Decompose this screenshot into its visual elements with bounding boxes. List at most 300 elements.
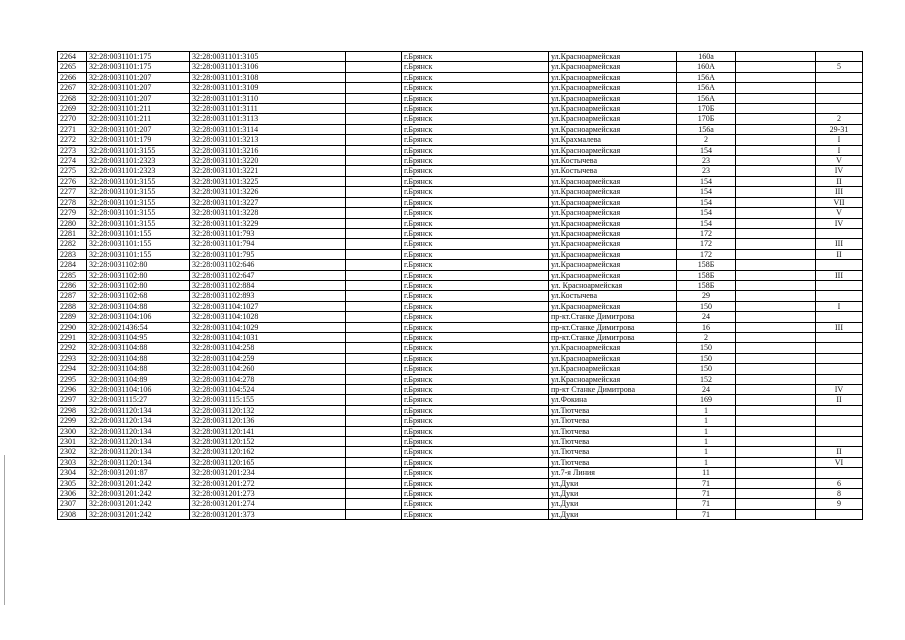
empty-column-2-cell bbox=[736, 405, 816, 415]
street-cell: ул.Красноармейская bbox=[549, 218, 677, 228]
table-row bbox=[58, 166, 863, 176]
empty-column-cell bbox=[346, 291, 402, 301]
apartment-number-cell bbox=[816, 260, 863, 270]
table-row bbox=[58, 468, 863, 478]
apartment-number-cell bbox=[816, 83, 863, 93]
parent-cadastral-number-cell: 32:28:0031101:207 bbox=[87, 83, 190, 93]
empty-column-2-cell bbox=[736, 322, 816, 332]
table-row bbox=[58, 104, 863, 114]
parent-cadastral-number-cell: 32:28:0031101:175 bbox=[87, 52, 190, 62]
table-row bbox=[58, 270, 863, 280]
parent-cadastral-number-cell: 32:28:0031201:242 bbox=[87, 509, 190, 519]
empty-column-cell bbox=[346, 197, 402, 207]
city-cell: г.Брянск bbox=[402, 260, 549, 270]
street-cell: ул.Тютчева bbox=[549, 457, 677, 467]
cadastral-number-cell: 32:28:0031101:3108 bbox=[190, 72, 346, 82]
row-number-cell: 2307 bbox=[58, 499, 87, 509]
house-number-cell: 71 bbox=[677, 489, 736, 499]
apartment-number-cell bbox=[816, 332, 863, 342]
empty-column-2-cell bbox=[736, 385, 816, 395]
house-number-cell: 170Б bbox=[677, 114, 736, 124]
parent-cadastral-number-cell: 32:28:0031101:3155 bbox=[87, 176, 190, 186]
parent-cadastral-number-cell: 32:28:0031101:155 bbox=[87, 239, 190, 249]
street-cell: ул.Красноармейская bbox=[549, 52, 677, 62]
house-number-cell: 154 bbox=[677, 197, 736, 207]
empty-column-cell bbox=[346, 489, 402, 499]
empty-column-cell bbox=[346, 208, 402, 218]
parent-cadastral-number-cell: 32:28:0031101:3155 bbox=[87, 197, 190, 207]
empty-column-2-cell bbox=[736, 353, 816, 363]
row-number-cell: 2271 bbox=[58, 124, 87, 134]
street-cell: ул.Красноармейская bbox=[549, 104, 677, 114]
empty-column-2-cell bbox=[736, 124, 816, 134]
city-cell: г.Брянск bbox=[402, 228, 549, 238]
empty-column-2-cell bbox=[736, 270, 816, 280]
house-number-cell: 150 bbox=[677, 343, 736, 353]
empty-column-2-cell bbox=[736, 312, 816, 322]
street-cell: ул.Фокина bbox=[549, 395, 677, 405]
table-row bbox=[58, 260, 863, 270]
city-cell: г.Брянск bbox=[402, 249, 549, 259]
street-cell: ул.Красноармейская bbox=[549, 72, 677, 82]
empty-column-cell bbox=[346, 135, 402, 145]
apartment-number-cell: I bbox=[816, 301, 863, 311]
city-cell: г.Брянск bbox=[402, 489, 549, 499]
table-row bbox=[58, 249, 863, 259]
table-body bbox=[58, 52, 863, 520]
empty-column-cell bbox=[346, 385, 402, 395]
cadastral-number-cell: 32:28:0031104:260 bbox=[190, 364, 346, 374]
table-row bbox=[58, 145, 863, 155]
apartment-number-cell bbox=[816, 228, 863, 238]
city-cell: г.Брянск bbox=[402, 322, 549, 332]
street-cell: ул.Красноармейская bbox=[549, 228, 677, 238]
street-cell: ул.Красноармейская bbox=[549, 374, 677, 384]
row-number-cell: 2289 bbox=[58, 312, 87, 322]
apartment-number-cell: II bbox=[816, 176, 863, 186]
house-number-cell: 170Б bbox=[677, 104, 736, 114]
cadastral-number-cell: 32:28:0031101:3225 bbox=[190, 176, 346, 186]
cadastral-number-cell: 32:28:0031201:234 bbox=[190, 468, 346, 478]
document-sheet bbox=[57, 51, 863, 520]
row-number-cell: 2266 bbox=[58, 72, 87, 82]
street-cell: ул.Тютчева bbox=[549, 426, 677, 436]
table-row bbox=[58, 83, 863, 93]
apartment-number-cell: 2 bbox=[816, 114, 863, 124]
house-number-cell: 24 bbox=[677, 385, 736, 395]
empty-column-2-cell bbox=[736, 176, 816, 186]
street-cell: ул.Красноармейская bbox=[549, 249, 677, 259]
cadastral-number-cell: 32:28:0031102:647 bbox=[190, 270, 346, 280]
parent-cadastral-number-cell: 32:28:0031104:106 bbox=[87, 385, 190, 395]
table-row bbox=[58, 364, 863, 374]
parent-cadastral-number-cell: 32:28:0031101:207 bbox=[87, 72, 190, 82]
street-cell: ул.Тютчева bbox=[549, 447, 677, 457]
city-cell: г.Брянск bbox=[402, 156, 549, 166]
empty-column-cell bbox=[346, 468, 402, 478]
table-row bbox=[58, 499, 863, 509]
city-cell: г.Брянск bbox=[402, 72, 549, 82]
empty-column-cell bbox=[346, 343, 402, 353]
city-cell: г.Брянск bbox=[402, 114, 549, 124]
parent-cadastral-number-cell: 32:28:0031102:80 bbox=[87, 260, 190, 270]
cadastral-number-cell: 32:28:0031115:155 bbox=[190, 395, 346, 405]
city-cell: г.Брянск bbox=[402, 176, 549, 186]
house-number-cell: 150 bbox=[677, 353, 736, 363]
row-number-cell: 2276 bbox=[58, 176, 87, 186]
house-number-cell: 154 bbox=[677, 176, 736, 186]
cadastral-number-cell: 32:28:0031120:136 bbox=[190, 416, 346, 426]
empty-column-2-cell bbox=[736, 509, 816, 519]
table-row bbox=[58, 509, 863, 519]
empty-column-2-cell bbox=[736, 83, 816, 93]
cadastral-number-cell: 32:28:0031201:373 bbox=[190, 509, 346, 519]
empty-column-2-cell bbox=[736, 156, 816, 166]
table-row bbox=[58, 405, 863, 415]
table-row bbox=[58, 52, 863, 62]
empty-column-cell bbox=[346, 124, 402, 134]
house-number-cell: 154 bbox=[677, 218, 736, 228]
empty-column-2-cell bbox=[736, 52, 816, 62]
house-number-cell: 2 bbox=[677, 332, 736, 342]
house-number-cell: 1 bbox=[677, 437, 736, 447]
parent-cadastral-number-cell: 32:28:0031102:80 bbox=[87, 270, 190, 280]
city-cell: г.Брянск bbox=[402, 270, 549, 280]
empty-column-cell bbox=[346, 72, 402, 82]
house-number-cell: 160А bbox=[677, 62, 736, 72]
street-cell: ул.Красноармейская bbox=[549, 343, 677, 353]
apartment-number-cell: II bbox=[816, 395, 863, 405]
empty-column-cell bbox=[346, 156, 402, 166]
apartment-number-cell: 8 bbox=[816, 489, 863, 499]
table-row bbox=[58, 301, 863, 311]
apartment-number-cell bbox=[816, 374, 863, 384]
house-number-cell: 150 bbox=[677, 301, 736, 311]
cadastral-number-cell: 32:28:0031201:272 bbox=[190, 478, 346, 488]
empty-column-2-cell bbox=[736, 62, 816, 72]
table-row bbox=[58, 332, 863, 342]
empty-column-cell bbox=[346, 270, 402, 280]
house-number-cell: 2 bbox=[677, 135, 736, 145]
cadastral-number-cell: 32:28:0031104:1027 bbox=[190, 301, 346, 311]
parent-cadastral-number-cell: 32:28:0031104:88 bbox=[87, 301, 190, 311]
city-cell: г.Брянск bbox=[402, 52, 549, 62]
row-number-cell: 2297 bbox=[58, 395, 87, 405]
apartment-number-cell: IV bbox=[816, 385, 863, 395]
cadastral-number-cell: 32:28:0031101:3226 bbox=[190, 187, 346, 197]
parent-cadastral-number-cell: 32:28:0031101:2323 bbox=[87, 166, 190, 176]
parent-cadastral-number-cell: 32:28:0031101:3155 bbox=[87, 187, 190, 197]
row-number-cell: 2282 bbox=[58, 239, 87, 249]
parent-cadastral-number-cell: 32:28:0031101:207 bbox=[87, 124, 190, 134]
house-number-cell: 156а bbox=[677, 124, 736, 134]
house-number-cell: 71 bbox=[677, 509, 736, 519]
parent-cadastral-number-cell: 32:28:0031104:106 bbox=[87, 312, 190, 322]
parent-cadastral-number-cell: 32:28:0031102:68 bbox=[87, 291, 190, 301]
cadastral-number-cell: 32:28:0031101:3216 bbox=[190, 145, 346, 155]
parent-cadastral-number-cell: 32:28:0031104:88 bbox=[87, 364, 190, 374]
street-cell: ул.Красноармейская bbox=[549, 124, 677, 134]
house-number-cell: 156А bbox=[677, 72, 736, 82]
house-number-cell: 1 bbox=[677, 416, 736, 426]
row-number-cell: 2302 bbox=[58, 447, 87, 457]
street-cell: ул.Красноармейская bbox=[549, 176, 677, 186]
street-cell: ул.Красноармейская bbox=[549, 197, 677, 207]
apartment-number-cell: I bbox=[816, 145, 863, 155]
row-number-cell: 2303 bbox=[58, 457, 87, 467]
empty-column-2-cell bbox=[736, 301, 816, 311]
row-number-cell: 2292 bbox=[58, 343, 87, 353]
city-cell: г.Брянск bbox=[402, 332, 549, 342]
row-number-cell: 2299 bbox=[58, 416, 87, 426]
cadastral-number-cell: 32:28:0031101:793 bbox=[190, 228, 346, 238]
street-cell: ул.Тютчева bbox=[549, 405, 677, 415]
cadastral-number-cell: 32:28:0031101:3106 bbox=[190, 62, 346, 72]
city-cell: г.Брянск bbox=[402, 197, 549, 207]
parent-cadastral-number-cell: 32:28:0031101:175 bbox=[87, 62, 190, 72]
city-cell: г.Брянск bbox=[402, 364, 549, 374]
street-cell: ул.Крахмалева bbox=[549, 135, 677, 145]
apartment-number-cell: III bbox=[816, 187, 863, 197]
row-number-cell: 2293 bbox=[58, 353, 87, 363]
parent-cadastral-number-cell: 32:28:0031201:242 bbox=[87, 478, 190, 488]
empty-column-2-cell bbox=[736, 343, 816, 353]
cadastral-number-cell: 32:28:0031101:3227 bbox=[190, 197, 346, 207]
table-row bbox=[58, 156, 863, 166]
cadastral-number-cell: 32:28:0031101:3114 bbox=[190, 124, 346, 134]
cadastral-number-cell: 32:28:0031104:258 bbox=[190, 343, 346, 353]
table-row bbox=[58, 374, 863, 384]
house-number-cell: 1 bbox=[677, 405, 736, 415]
apartment-number-cell: III bbox=[816, 322, 863, 332]
cadastral-number-cell: 32:28:0031101:3220 bbox=[190, 156, 346, 166]
row-number-cell: 2277 bbox=[58, 187, 87, 197]
apartment-number-cell bbox=[816, 104, 863, 114]
street-cell: ул.7-я Линия bbox=[549, 468, 677, 478]
parent-cadastral-number-cell: 32:28:0031115:27 bbox=[87, 395, 190, 405]
table-row bbox=[58, 416, 863, 426]
apartment-number-cell bbox=[816, 312, 863, 322]
house-number-cell: 156А bbox=[677, 93, 736, 103]
empty-column-2-cell bbox=[736, 291, 816, 301]
table-row bbox=[58, 218, 863, 228]
parent-cadastral-number-cell: 32:28:0031101:155 bbox=[87, 249, 190, 259]
empty-column-2-cell bbox=[736, 478, 816, 488]
house-number-cell: 71 bbox=[677, 478, 736, 488]
city-cell: г.Брянск bbox=[402, 239, 549, 249]
house-number-cell: 169 bbox=[677, 395, 736, 405]
empty-column-2-cell bbox=[736, 72, 816, 82]
cadastral-number-cell: 32:28:0031101:3229 bbox=[190, 218, 346, 228]
cadastral-number-cell: 32:28:0031120:132 bbox=[190, 405, 346, 415]
empty-column-2-cell bbox=[736, 332, 816, 342]
city-cell: г.Брянск bbox=[402, 395, 549, 405]
city-cell: г.Брянск bbox=[402, 374, 549, 384]
empty-column-cell bbox=[346, 395, 402, 405]
house-number-cell: 152 bbox=[677, 374, 736, 384]
apartment-number-cell: 29-31 bbox=[816, 124, 863, 134]
street-cell: ул.Дуки bbox=[549, 478, 677, 488]
apartment-number-cell bbox=[816, 72, 863, 82]
row-number-cell: 2280 bbox=[58, 218, 87, 228]
row-number-cell: 2287 bbox=[58, 291, 87, 301]
table-row bbox=[58, 187, 863, 197]
empty-column-cell bbox=[346, 280, 402, 290]
empty-column-cell bbox=[346, 166, 402, 176]
parent-cadastral-number-cell: 32:28:0031120:134 bbox=[87, 447, 190, 457]
parent-cadastral-number-cell: 32:28:0031120:134 bbox=[87, 405, 190, 415]
street-cell: ул.Красноармейская bbox=[549, 62, 677, 72]
empty-column-2-cell bbox=[736, 208, 816, 218]
empty-column-cell bbox=[346, 83, 402, 93]
table-row bbox=[58, 478, 863, 488]
empty-column-2-cell bbox=[736, 93, 816, 103]
city-cell: г.Брянск bbox=[402, 499, 549, 509]
parent-cadastral-number-cell: 32:28:0031101:3155 bbox=[87, 218, 190, 228]
row-number-cell: 2267 bbox=[58, 83, 87, 93]
city-cell: г.Брянск bbox=[402, 405, 549, 415]
city-cell: г.Брянск bbox=[402, 457, 549, 467]
table-row bbox=[58, 124, 863, 134]
cadastral-number-cell: 32:28:0031201:273 bbox=[190, 489, 346, 499]
cadastral-number-cell: 32:28:0031120:162 bbox=[190, 447, 346, 457]
apartment-number-cell bbox=[816, 343, 863, 353]
street-cell: ул.Костычева bbox=[549, 156, 677, 166]
city-cell: г.Брянск bbox=[402, 104, 549, 114]
city-cell: г.Брянск bbox=[402, 447, 549, 457]
empty-column-cell bbox=[346, 301, 402, 311]
parent-cadastral-number-cell: 32:28:0031104:88 bbox=[87, 353, 190, 363]
row-number-cell: 2306 bbox=[58, 489, 87, 499]
row-number-cell: 2265 bbox=[58, 62, 87, 72]
empty-column-cell bbox=[346, 176, 402, 186]
row-number-cell: 2264 bbox=[58, 52, 87, 62]
parent-cadastral-number-cell: 32:28:0031120:134 bbox=[87, 426, 190, 436]
cadastral-number-cell: 32:28:0031101:795 bbox=[190, 249, 346, 259]
apartment-number-cell bbox=[816, 416, 863, 426]
cadastral-number-cell: 32:28:0031102:884 bbox=[190, 280, 346, 290]
apartment-number-cell bbox=[816, 93, 863, 103]
cadastral-number-cell: 32:28:0031101:3110 bbox=[190, 93, 346, 103]
street-cell: ул.Тютчева bbox=[549, 416, 677, 426]
table-row bbox=[58, 322, 863, 332]
street-cell: пр-кт Станке Димитрова bbox=[549, 385, 677, 395]
apartment-number-cell: II bbox=[816, 447, 863, 457]
city-cell: г.Брянск bbox=[402, 291, 549, 301]
table-row bbox=[58, 385, 863, 395]
empty-column-cell bbox=[346, 364, 402, 374]
apartment-number-cell: V bbox=[816, 208, 863, 218]
table-row bbox=[58, 426, 863, 436]
house-number-cell: 154 bbox=[677, 187, 736, 197]
cadastral-number-cell: 32:28:0031101:3228 bbox=[190, 208, 346, 218]
empty-column-2-cell bbox=[736, 135, 816, 145]
row-number-cell: 2304 bbox=[58, 468, 87, 478]
row-number-cell: 2286 bbox=[58, 280, 87, 290]
apartment-number-cell bbox=[816, 468, 863, 478]
parent-cadastral-number-cell: 32:28:0031102:80 bbox=[87, 280, 190, 290]
empty-column-cell bbox=[346, 249, 402, 259]
parent-cadastral-number-cell: 32:28:0031104:89 bbox=[87, 374, 190, 384]
empty-column-2-cell bbox=[736, 457, 816, 467]
city-cell: г.Брянск bbox=[402, 187, 549, 197]
city-cell: г.Брянск bbox=[402, 135, 549, 145]
empty-column-2-cell bbox=[736, 260, 816, 270]
row-number-cell: 2270 bbox=[58, 114, 87, 124]
city-cell: г.Брянск bbox=[402, 166, 549, 176]
table-row bbox=[58, 457, 863, 467]
cadastral-number-cell: 32:28:0031101:3109 bbox=[190, 83, 346, 93]
street-cell: ул.Дуки bbox=[549, 509, 677, 519]
empty-column-cell bbox=[346, 478, 402, 488]
street-cell: ул.Красноармейская bbox=[549, 270, 677, 280]
parent-cadastral-number-cell: 32:28:0031120:134 bbox=[87, 416, 190, 426]
table-row bbox=[58, 197, 863, 207]
house-number-cell: 172 bbox=[677, 249, 736, 259]
city-cell: г.Брянск bbox=[402, 218, 549, 228]
empty-column-cell bbox=[346, 353, 402, 363]
empty-column-cell bbox=[346, 426, 402, 436]
house-number-cell: 1 bbox=[677, 447, 736, 457]
cadastral-number-cell: 32:28:0031104:1028 bbox=[190, 312, 346, 322]
empty-column-2-cell bbox=[736, 228, 816, 238]
house-number-cell: 23 bbox=[677, 156, 736, 166]
city-cell: г.Брянск bbox=[402, 208, 549, 218]
empty-column-cell bbox=[346, 218, 402, 228]
house-number-cell: 160а bbox=[677, 52, 736, 62]
street-cell: пр-кт.Станке Димитрова bbox=[549, 322, 677, 332]
table-row bbox=[58, 447, 863, 457]
empty-column-cell bbox=[346, 312, 402, 322]
cadastral-number-cell: 32:28:0031102:893 bbox=[190, 291, 346, 301]
house-number-cell: 172 bbox=[677, 239, 736, 249]
row-number-cell: 2268 bbox=[58, 93, 87, 103]
empty-column-cell bbox=[346, 104, 402, 114]
table-row bbox=[58, 72, 863, 82]
parent-cadastral-number-cell: 32:28:0031101:3155 bbox=[87, 208, 190, 218]
house-number-cell: 71 bbox=[677, 499, 736, 509]
house-number-cell: 156А bbox=[677, 83, 736, 93]
city-cell: г.Брянск bbox=[402, 93, 549, 103]
empty-column-cell bbox=[346, 332, 402, 342]
empty-column-cell bbox=[346, 228, 402, 238]
empty-column-cell bbox=[346, 260, 402, 270]
house-number-cell: 172 bbox=[677, 228, 736, 238]
city-cell: г.Брянск bbox=[402, 301, 549, 311]
house-number-cell: 1 bbox=[677, 426, 736, 436]
apartment-number-cell: III bbox=[816, 239, 863, 249]
apartment-number-cell: IV bbox=[816, 218, 863, 228]
empty-column-cell bbox=[346, 457, 402, 467]
row-number-cell: 2275 bbox=[58, 166, 87, 176]
empty-column-cell bbox=[346, 416, 402, 426]
empty-column-2-cell bbox=[736, 416, 816, 426]
empty-column-cell bbox=[346, 374, 402, 384]
city-cell: г.Брянск bbox=[402, 509, 549, 519]
cadastral-number-cell: 32:28:0031101:3105 bbox=[190, 52, 346, 62]
row-number-cell: 2301 bbox=[58, 437, 87, 447]
row-number-cell: 2281 bbox=[58, 228, 87, 238]
cadastral-number-cell: 32:28:0031101:794 bbox=[190, 239, 346, 249]
empty-column-cell bbox=[346, 322, 402, 332]
empty-column-2-cell bbox=[736, 249, 816, 259]
empty-column-2-cell bbox=[736, 437, 816, 447]
city-cell: г.Брянск bbox=[402, 343, 549, 353]
empty-column-2-cell bbox=[736, 395, 816, 405]
empty-column-cell bbox=[346, 239, 402, 249]
empty-column-2-cell bbox=[736, 374, 816, 384]
street-cell: ул.Красноармейская bbox=[549, 83, 677, 93]
